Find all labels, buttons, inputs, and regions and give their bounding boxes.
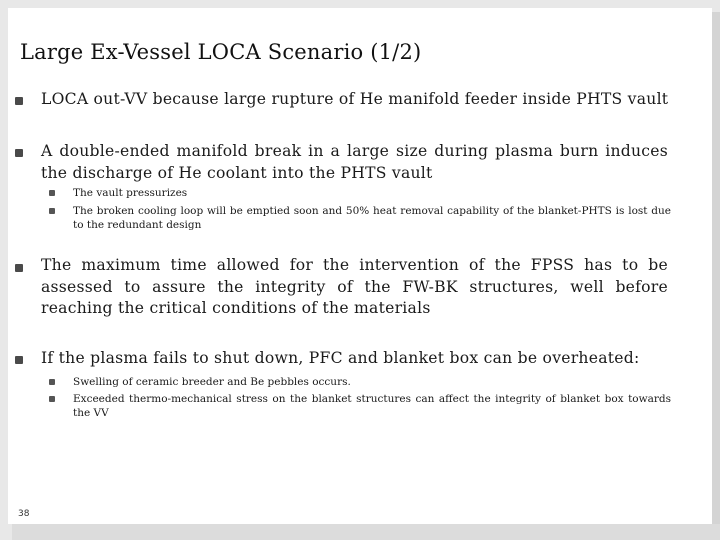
sub-bullet-text: Exceeded thermo-mechanical stress on the blanket structures can affect the integrity of blanket box towards the VV xyxy=(73,393,671,419)
bullet-marker xyxy=(15,356,23,364)
page-number: 38 xyxy=(18,509,30,519)
sub-bullet-text: The vault pressurizes xyxy=(73,187,188,199)
bullet-marker xyxy=(15,97,23,105)
bullet-text: A double-ended manifold break in a large size during plasma burn induces the discharge of He coolant into the PHTS vault xyxy=(41,142,668,182)
bullet-text: LOCA out-VV because large rupture of He manifold feeder inside PHTS vault xyxy=(41,90,669,108)
sub-bullet-marker xyxy=(49,208,55,214)
slide-shadow-right xyxy=(712,12,720,540)
slide-shadow-bottom xyxy=(12,524,720,540)
bullet-text: The maximum time allowed for the intervention of the FPSS has to be assessed to assure the integrity of the FW-BK structures, well before reaching the critical conditions of the materials xyxy=(41,256,668,317)
sub-bullet-marker xyxy=(49,190,55,196)
bullet-text: If the plasma fails to shut down, PFC and blanket box can be overheated: xyxy=(41,349,640,367)
sub-bullet-text: The broken cooling loop will be emptied soon and 50% heat removal capability of the blanket-PHTS is lost due to the redundant design xyxy=(73,205,671,231)
slide-title: Large Ex-Vessel LOCA Scenario (1/2) xyxy=(20,40,422,64)
sub-bullet-marker xyxy=(49,379,55,385)
sub-bullet-text: Swelling of ceramic breeder and Be pebbles occurs. xyxy=(73,376,351,388)
bullet-marker xyxy=(15,264,23,272)
sub-bullet-marker xyxy=(49,396,55,402)
bullet-marker xyxy=(15,149,23,157)
